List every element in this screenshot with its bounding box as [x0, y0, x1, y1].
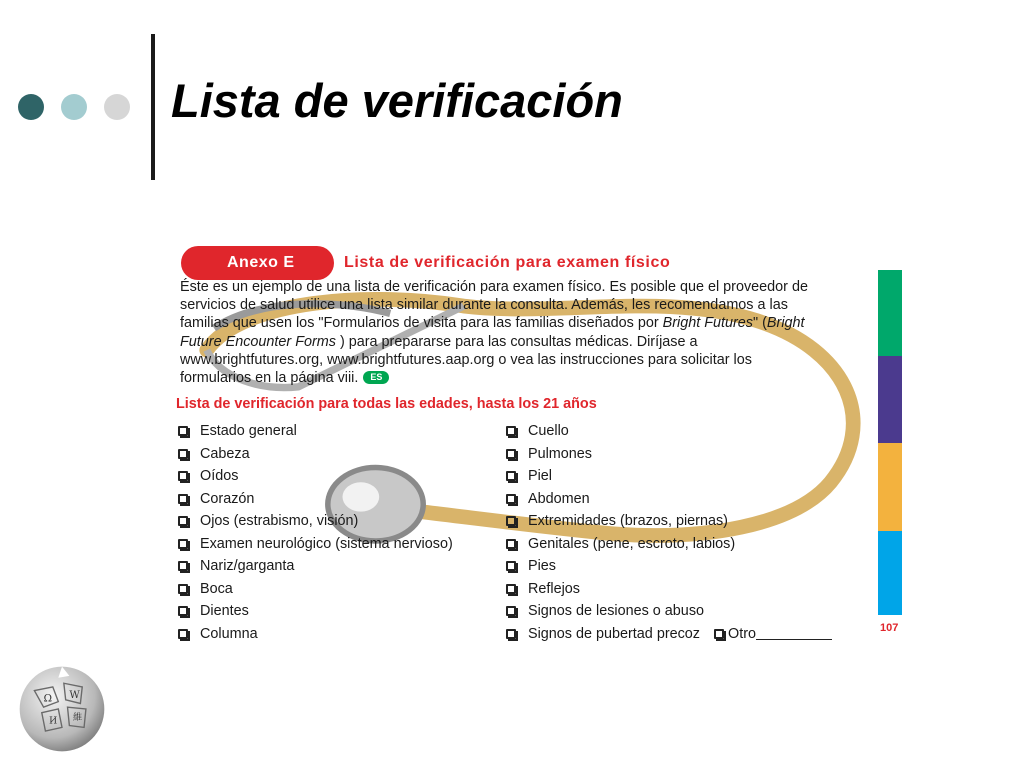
intro-italic: Bright Futures	[662, 315, 754, 332]
checkbox-icon[interactable]	[506, 516, 516, 526]
checklist-item-label: Oídos	[200, 468, 239, 485]
checkbox-icon[interactable]	[178, 584, 188, 594]
intro-text: familias que usen los "Formularios de visita para las familias diseñados por	[180, 315, 663, 332]
checklist-item[interactable]	[506, 623, 832, 646]
checkbox-icon[interactable]	[178, 449, 188, 459]
checklist-title: Lista de verificación para todas las edades, hasta los 21 años	[176, 396, 597, 412]
intro-italic: Future Encounter Forms	[180, 333, 336, 350]
checklist-item-label: Ojos (estrabismo, visión)	[200, 513, 359, 530]
checklist-item-label: Nariz/garganta	[200, 558, 295, 575]
checklist-item[interactable]	[506, 443, 832, 466]
intro-line: Éste es un ejemplo de una lista de verificación para examen físico. Es posible que el proveedor de	[180, 279, 808, 295]
intro-line	[180, 369, 870, 387]
color-strip	[878, 270, 902, 615]
wikipedia-globe-logo	[16, 663, 108, 755]
checklist-item[interactable]	[178, 623, 453, 646]
checklist-item-label: Cuello	[528, 423, 569, 440]
checkbox-icon[interactable]	[178, 516, 188, 526]
document-image	[170, 240, 904, 650]
checklist-item-label: Piel	[528, 468, 552, 485]
checkbox-icon[interactable]	[506, 606, 516, 616]
checklist-item-label: Genitales (pene, escroto, labios)	[528, 535, 736, 552]
checklist-left-column	[178, 420, 453, 645]
checkbox-icon[interactable]	[506, 449, 516, 459]
svg-text:Ω: Ω	[43, 693, 52, 705]
checklist-item-label: Pulmones	[528, 445, 592, 462]
checklist-item-label: Estado general	[200, 423, 297, 440]
annex-label: Anexo E	[181, 246, 334, 280]
decorative-dot-gray	[104, 94, 130, 120]
page-number: 107	[880, 622, 899, 634]
checklist-item-label: Pies	[528, 558, 556, 575]
checkbox-icon[interactable]	[178, 561, 188, 571]
checkbox-icon[interactable]	[506, 471, 516, 481]
checklist-item[interactable]	[178, 465, 453, 488]
checklist-item-label: Signos de lesiones o abuso	[528, 603, 705, 620]
color-strip-segment	[878, 270, 902, 356]
checklist-item-label: Reflejos	[528, 580, 580, 597]
checklist-item-label: Abdomen	[528, 490, 590, 507]
other-label: Otro	[728, 625, 757, 642]
svg-text:И: И	[49, 715, 58, 727]
checklist-right-column	[506, 420, 832, 645]
checkbox-icon[interactable]	[714, 629, 724, 639]
checkbox-icon[interactable]	[178, 494, 188, 504]
intro-line: servicios de salud utilice una lista similar durante la consulta. Además, les recomendamos a las	[180, 297, 788, 314]
decorative-dot-dark	[18, 94, 44, 120]
color-strip-segment	[878, 356, 902, 443]
svg-text:W: W	[69, 689, 80, 701]
intro-paragraph	[180, 278, 870, 387]
intro-text: ) para prepararse para las consultas médicas. Diríjase a	[335, 333, 698, 350]
checklist-item-label: Dientes	[200, 603, 249, 620]
checklist-item[interactable]	[178, 600, 453, 623]
checklist-item[interactable]	[506, 600, 832, 623]
checkbox-icon[interactable]	[506, 629, 516, 639]
other-blank-line[interactable]	[756, 627, 832, 640]
checkbox-icon[interactable]	[506, 584, 516, 594]
svg-text:維: 維	[73, 712, 83, 724]
checkbox-icon[interactable]	[178, 539, 188, 549]
checkbox-icon[interactable]	[506, 426, 516, 436]
checklist-item[interactable]	[506, 533, 832, 556]
checkbox-icon[interactable]	[178, 629, 188, 639]
checklist-item-label: Cabeza	[200, 445, 250, 462]
color-strip-segment	[878, 531, 902, 615]
checklist-item-label: Corazón	[200, 490, 255, 507]
checklist-item[interactable]	[506, 510, 832, 533]
checklist-item[interactable]	[178, 488, 453, 511]
checklist-item[interactable]	[178, 533, 453, 556]
intro-text: " (	[753, 315, 767, 332]
checklist-item-label: Extremidades (brazos, piernas)	[528, 513, 728, 530]
checkbox-icon[interactable]	[178, 426, 188, 436]
checklist-item[interactable]	[506, 578, 832, 601]
decorative-dot-light	[61, 94, 87, 120]
other-option[interactable]	[714, 626, 832, 642]
intro-text: formularios en la página viii.	[180, 370, 359, 387]
checklist-item[interactable]	[506, 465, 832, 488]
checklist-item[interactable]	[506, 488, 832, 511]
title-divider	[151, 34, 155, 180]
intro-italic: Bright	[766, 315, 805, 332]
intro-line	[180, 314, 870, 332]
checkbox-icon[interactable]	[178, 606, 188, 616]
checkbox-icon[interactable]	[506, 561, 516, 571]
checklist-item-label: Boca	[200, 580, 233, 597]
checklist-item-label: Signos de pubertad precoz	[528, 625, 701, 642]
checklist-item[interactable]	[178, 578, 453, 601]
checkbox-icon[interactable]	[178, 471, 188, 481]
checkbox-icon[interactable]	[506, 494, 516, 504]
checkbox-icon[interactable]	[506, 539, 516, 549]
checklist-item[interactable]	[178, 510, 453, 533]
checklist-item[interactable]	[506, 420, 832, 443]
color-strip-segment	[878, 443, 902, 531]
checklist-item[interactable]	[506, 555, 832, 578]
checklist-item-label: Columna	[200, 625, 258, 642]
annex-title: Lista de verificación para examen físico	[344, 254, 671, 271]
checklist-item[interactable]	[178, 443, 453, 466]
checklist-item[interactable]	[178, 555, 453, 578]
intro-line	[180, 333, 870, 351]
checklist-item-label: Examen neurológico (sistema nervioso)	[200, 535, 453, 552]
es-badge: ES	[363, 371, 389, 384]
checklist-item[interactable]	[178, 420, 453, 443]
intro-line: www.brightfutures.org, www.brightfutures.aap.org o vea las instrucciones para solicitar los	[180, 351, 752, 368]
slide-title: Lista de verificación	[171, 74, 623, 127]
